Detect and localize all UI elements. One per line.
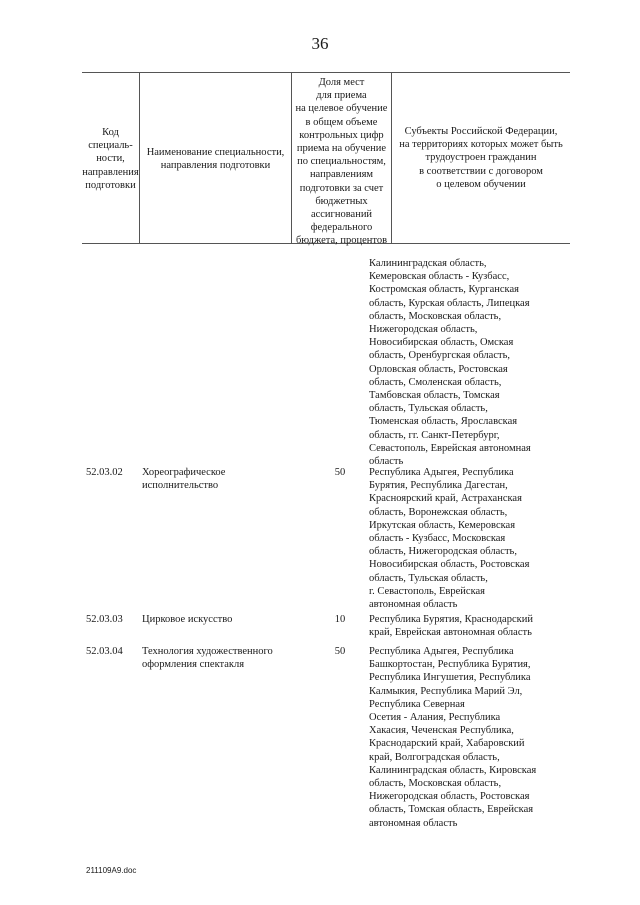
header-name: Наименование специальности, направления подготовки (146, 147, 285, 172)
row-share: 50 (334, 467, 346, 478)
row-code: 52.03.02 (86, 467, 123, 478)
row-regions: Республика Адыгея, Республика Бурятия, Республика Дагестан, Красноярский край, Астраханская область, Воронежская область, Иркутская область, Кемеровская область - Кузбасс, Московская область, Нижегородская область, Новосибирская область, Ростовская область, Тульская область, г. Севастополь, Еврейская автономная область (369, 467, 530, 611)
page-number: 36 (311, 34, 329, 53)
header-share: Доля мест для приема на целевое обучение в общем объеме контрольных цифр приема на обучение по специальностям, направлениям подготовки за счет бюджетных ассигнований федерального бюджета, процентов (295, 77, 388, 247)
row-regions: Республика Бурятия, Краснодарский край, Еврейская автономная область (369, 614, 533, 639)
header-regions: Субъекты Российской Федерации, на территориях которых может быть трудоустроен гражданин в соответствии с договором о целевом обучении (399, 126, 563, 190)
row-name: Хореографическое исполнительство (142, 467, 226, 492)
row-code: 52.03.03 (86, 614, 123, 625)
document-filename: 211109А9.doc (86, 866, 137, 875)
row-name: Технология художественного оформления спектакля (142, 646, 273, 671)
row-code: 52.03.04 (86, 646, 123, 657)
header-code: Код специаль- ности, направления подготовки (82, 127, 139, 191)
header-top-rule (82, 72, 570, 73)
row-share: 10 (334, 614, 346, 625)
row-name: Цирковое искусство (142, 614, 233, 625)
continuation-regions: Калининградская область, Кемеровская область - Кузбасс, Костромская область, Курганская область, Курская область, Липецкая область, Московская область, Нижегородская область, Новосибирская область, Омская область, Оренбургская область, Орловская область, Ростовская область, Смоленская область, Тамбовская область, Томская область, Тульская область, Тюменская область, Ярославская область, гг. Санкт-Петербург, Севастополь, Еврейская автономная область (369, 258, 531, 468)
row-regions: Республика Адыгея, Республика Башкортостан, Республика Бурятия, Республика Ингушетия, Республика Калмыкия, Республика Марий Эл, Республика Северная Осетия - Алания, Республика Хакасия, Чеченская Республика, Краснодарский край, Хабаровский край, Волгоградская область, Калининградская область, Кировская область, Московская область, Нижегородская область, Ростовская область, Томская область, Еврейская автономная область (369, 646, 537, 829)
row-share: 50 (334, 646, 346, 657)
